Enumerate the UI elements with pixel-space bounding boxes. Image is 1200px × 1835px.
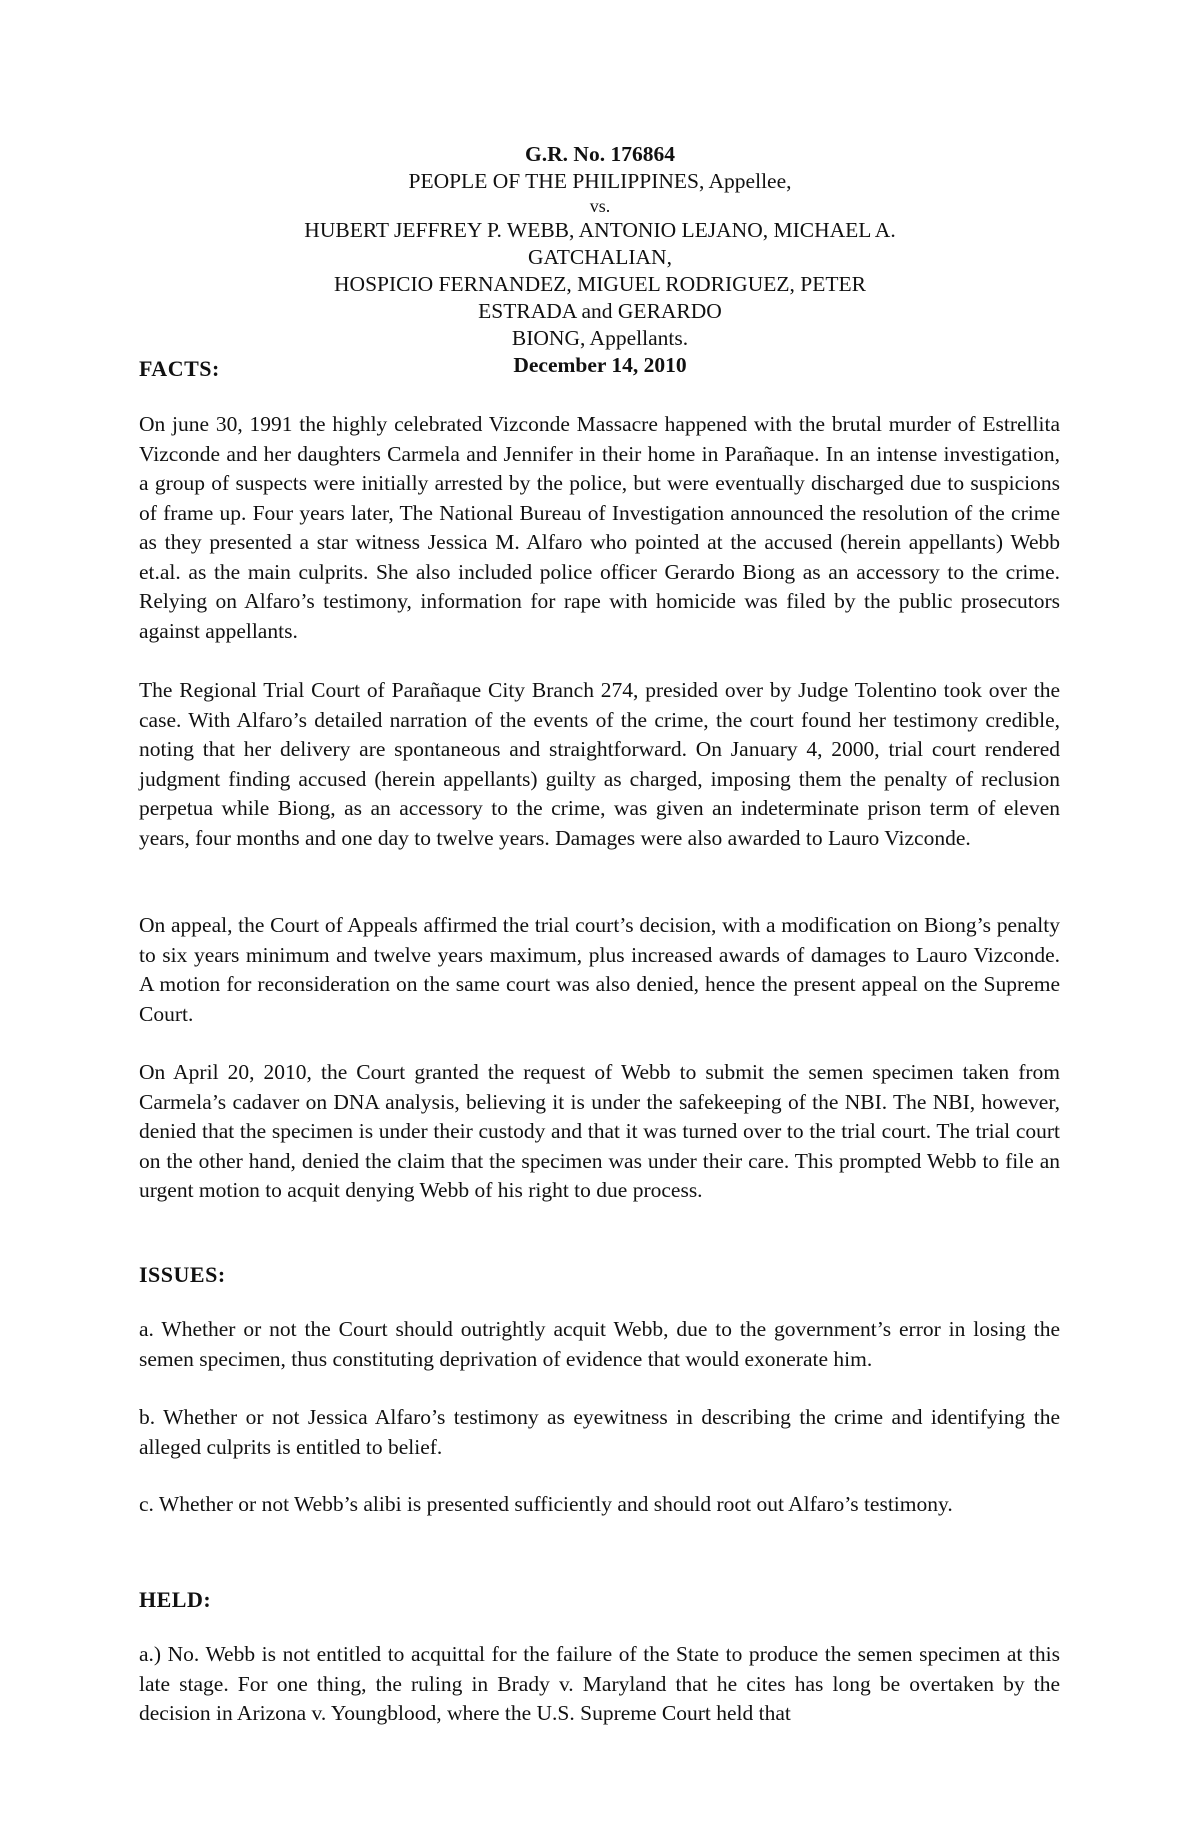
issue-item-b: b. Whether or not Jessica Alfaro’s testimony as eyewitness in describing the crime and identifying the alleged culprits is entitled to belief. [139, 1405, 1060, 1459]
issue-item-c: c. Whether or not Webb’s alibi is presented sufficiently and should root out Alfaro’s testimony. [139, 1492, 953, 1516]
issue-item-a: a. Whether or not the Court should outrightly acquit Webb, due to the government’s error in losing the semen specimen, thus constituting deprivation of evidence that would exonerate him. [139, 1317, 1060, 1371]
facts-paragraph: On june 30, 1991 the highly celebrated Vizconde Massacre happened with the brutal murder of Estrellita Vizconde and her daughters Carmela and Jennifer in their home in Parañaque. In an intense investigation, a group of suspects were initially arrested by the police, but were eventually discharged due to suspicions of frame up. Four years later, The National Bureau of Investigation announced the resolution of the crime as they presented a star witness Jessica M. Alfaro who pointed at the accused (herein appellants) Webb et.al. as the main culprits. She also included police officer Gerardo Biong as an accessory to the crime. Relying on Alfaro’s testimony, information for rape with homicide was filed by the public prosecutors against appellants. [139, 412, 1060, 643]
appellee-line: PEOPLE OF THE PHILIPPINES, Appellee, [408, 169, 792, 193]
appellants-line-1: HUBERT JEFFREY P. WEBB, ANTONIO LEJANO, MICHAEL A. GATCHALIAN, [304, 218, 896, 269]
facts-paragraph: On April 20, 2010, the Court granted the request of Webb to submit the semen specimen taken from Carmela’s cadaver on DNA analysis, believing it is under the safekeeping of the NBI. The NBI, however, denied that the specimen is under their custody and that it was turned over to the trial court. The trial court on the other hand, denied the claim that the specimen was under their care. This prompted Webb to file an urgent motion to acquit denying Webb of his right to due process. [139, 1060, 1060, 1202]
case-number: G.R. No. 176864 [525, 142, 675, 166]
held-heading: HELD: [139, 1587, 212, 1612]
case-header [300, 141, 900, 379]
appellants-line-3: BIONG, Appellants. [511, 326, 689, 350]
issues-heading: ISSUES: [139, 1262, 226, 1287]
held-paragraph: a.) No. Webb is not entitled to acquittal for the failure of the State to produce the semen specimen at this late stage. For one thing, the ruling in Brady v. Maryland that he cites has long be overtaken by the decision in Arizona v. Youngblood, where the U.S. Supreme Court held that [139, 1642, 1060, 1725]
versus-line: vs. [589, 196, 611, 216]
facts-paragraph: On appeal, the Court of Appeals affirmed the trial court’s decision, with a modification on Biong’s penalty to six years minimum and twelve years maximum, plus increased awards of damages to Lauro Vizconde. A motion for reconsideration on the same court was also denied, hence the present appeal on the Supreme Court. [139, 913, 1060, 1026]
appellants-line-2: HOSPICIO FERNANDEZ, MIGUEL RODRIGUEZ, PETER ESTRADA and GERARDO [334, 272, 866, 323]
facts-heading: FACTS: [139, 356, 220, 381]
decision-date: December 14, 2010 [513, 353, 687, 377]
facts-paragraph: The Regional Trial Court of Parañaque City Branch 274, presided over by Judge Tolentino took over the case. With Alfaro’s detailed narration of the events of the crime, the court found her testimony credible, noting that her delivery are spontaneous and straightforward. On January 4, 2000, trial court rendered judgment finding accused (herein appellants) guilty as charged, imposing them the penalty of reclusion perpetua while Biong, as an accessory to the crime, was given an indeterminate prison term of eleven years, four months and one day to twelve years. Damages were also awarded to Lauro Vizconde. [139, 678, 1060, 850]
